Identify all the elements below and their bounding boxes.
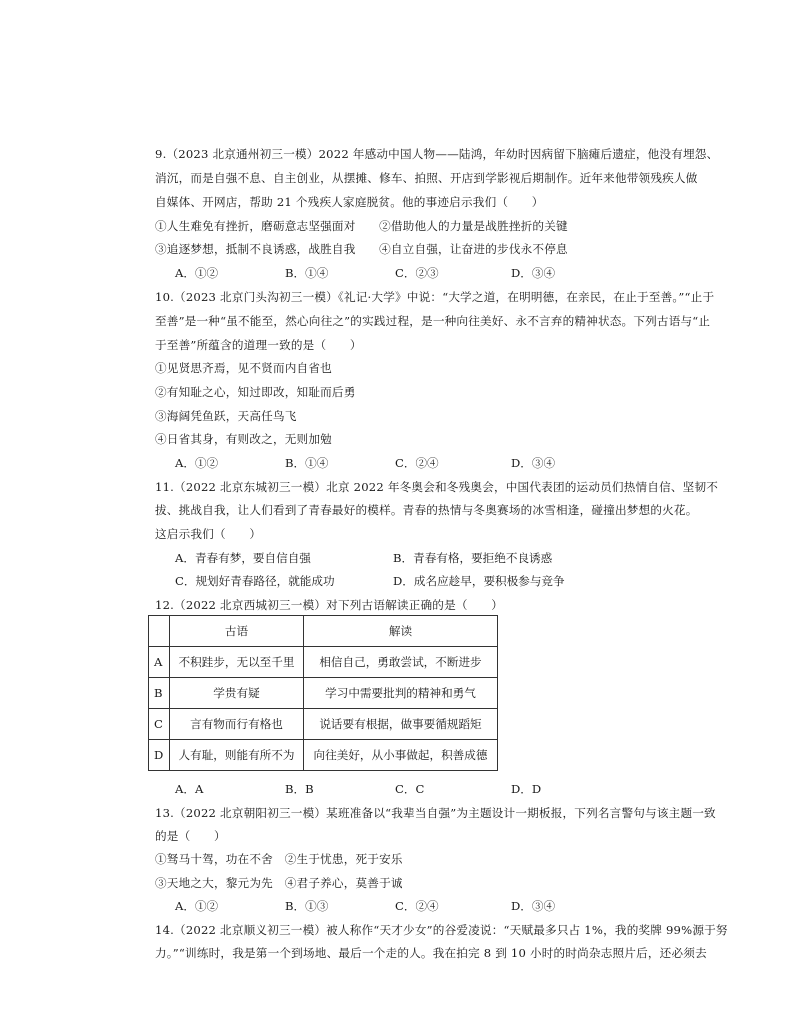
q12-row-proverb: 言有物而行有格也 — [170, 709, 304, 740]
q12-table-row-a — [149, 647, 498, 678]
q14-line-2: 力。”“训练时，我是第一个到场地、最后一个走的人。我在拍完 8 到 10 小时的时尚杂志照片后，还必须去 — [155, 946, 707, 960]
q9-option-d[interactable]: D．③④ — [511, 266, 556, 280]
q12-option-b[interactable]: B．B — [285, 782, 314, 796]
q12-stem: 12.（2022 北京西城初三一模）对下列古语解读正确的是（ ） — [155, 598, 504, 612]
q12-table-row-d — [149, 740, 498, 771]
q10-line-2: 至善”是一种“虽不能至，然心向往之”的实践过程，是一种向往美好、永不言弃的精神状态。下列古语与“止 — [155, 314, 711, 328]
q12-row-letter: D — [149, 740, 170, 771]
q13-option-d[interactable]: D．③④ — [511, 899, 556, 913]
q12-header-interpretation: 解读 — [304, 616, 498, 647]
q9-line-2: 消沉，而是自强不息、自主创业，从摆摊、修车、拍照、开店到学影视后期制作。近年来他带领残疾人做 — [155, 171, 698, 185]
q12-row-proverb: 人有耻，则能有所不为 — [170, 740, 304, 771]
q12-row-interpretation: 学习中需要批判的精神和勇气 — [304, 678, 498, 709]
q13-line-2: 的是（ ） — [155, 829, 226, 843]
q12-table-row-b — [149, 678, 498, 709]
q13-option-b[interactable]: B．①③ — [285, 899, 329, 913]
q11-option-a[interactable]: A．青春有梦，要自信自强 — [175, 551, 311, 565]
q12-header-label — [149, 616, 170, 647]
q10-statement-3: ③海阔凭鱼跃，天高任鸟飞 — [155, 409, 297, 423]
q12-table-row-c — [149, 709, 498, 740]
q11-line-3: 这启示我们（ ） — [155, 527, 262, 541]
q12-option-c[interactable]: C．C — [395, 782, 425, 796]
q12-row-letter: B — [149, 678, 170, 709]
q12-table-header-row — [149, 616, 498, 647]
q12-option-a[interactable]: A．A — [175, 782, 204, 796]
q13-option-a[interactable]: A．①② — [175, 899, 219, 913]
q10-statement-2: ②有知耻之心，知过即改，知耻而后勇 — [155, 385, 356, 399]
q11-line-1: 11.（2022 北京东城初三一模）北京 2022 年冬奥会和冬残奥会，中国代表团的运动员们热情自信、坚韧不 — [155, 480, 719, 494]
q10-option-b[interactable]: B．①④ — [285, 456, 329, 470]
q12-row-proverb: 学贵有疑 — [170, 678, 304, 709]
q12-option-d[interactable]: D．D — [511, 782, 542, 796]
q9-line-3: 自媒体、开网店，帮助 21 个残疾人家庭脱贫。他的事迹启示我们（ ） — [155, 195, 544, 209]
q9-option-a[interactable]: A．①② — [175, 266, 219, 280]
q12-header-proverb: 古语 — [170, 616, 304, 647]
q12-row-letter: A — [149, 647, 170, 678]
q13-statement-1-2: ①驽马十驾，功在不舍 ②生于忧患，死于安乐 — [155, 852, 403, 866]
q9-statement-1-2: ①人生难免有挫折，磨砺意志坚强面对 ②借助他人的力量是战胜挫折的关键 — [155, 219, 568, 233]
q11-option-c[interactable]: C．规划好青春路径，就能成功 — [175, 574, 335, 588]
q10-option-d[interactable]: D．③④ — [511, 456, 556, 470]
q14-line-1: 14.（2022 北京顺义初三一模）被人称作“天才少女”的谷爱凌说：“天赋最多只占 1%，我的奖牌 99%源于努 — [155, 923, 728, 937]
q9-line-1: 9.（2023 北京通州初三一模）2022 年感动中国人物——陆鸿，年幼时因病留下脑瘫后遗症，他没有埋怨、 — [155, 147, 719, 161]
q9-option-b[interactable]: B．①④ — [285, 266, 329, 280]
q10-statement-4: ④日省其身，有则改之，无则加勉 — [155, 432, 332, 446]
q12-row-letter: C — [149, 709, 170, 740]
q12-row-interpretation: 说话要有根据，做事要循规蹈矩 — [304, 709, 498, 740]
q11-option-b[interactable]: B．青春有格，要拒绝不良诱惑 — [393, 551, 553, 565]
q13-statement-3-4: ③天地之大，黎元为先 ④君子养心，莫善于诚 — [155, 876, 403, 890]
q11-option-d[interactable]: D．成名应趁早，要积极参与竞争 — [393, 574, 565, 588]
q13-line-1: 13.（2022 北京朝阳初三一模）某班准备以“我辈当自强”为主题设计一期板报，下列名言警句与该主题一致 — [155, 806, 716, 820]
q10-option-a[interactable]: A．①② — [175, 456, 219, 470]
q9-statement-3-4: ③追逐梦想，抵制不良诱惑，战胜自我 ④自立自强，让奋进的步伐永不停息 — [155, 242, 568, 256]
q13-option-c[interactable]: C．②④ — [395, 899, 439, 913]
q10-option-c[interactable]: C．②④ — [395, 456, 439, 470]
q12-table — [148, 615, 498, 771]
q12-row-interpretation: 向往美好，从小事做起，积善成德 — [304, 740, 498, 771]
q10-statement-1: ①见贤思齐焉，见不贤而内自省也 — [155, 361, 332, 375]
q9-option-c[interactable]: C．②③ — [395, 266, 439, 280]
q12-row-proverb: 不积跬步，无以至千里 — [170, 647, 304, 678]
q11-line-2: 拔、挑战自我，让人们看到了青春最好的模样。青春的热情与冬奥赛场的冰雪相逢，碰撞出梦想的火花。 — [155, 503, 698, 517]
q10-line-1: 10.（2023 北京门头沟初三一模）《礼记·大学》中说：“大学之道，在明明德，在亲民，在止于至善。”“止于 — [155, 290, 715, 304]
q12-row-interpretation: 相信自己，勇敢尝试，不断进步 — [304, 647, 498, 678]
q10-line-3: 于至善”所蕴含的道理一致的是（ ） — [155, 338, 362, 352]
